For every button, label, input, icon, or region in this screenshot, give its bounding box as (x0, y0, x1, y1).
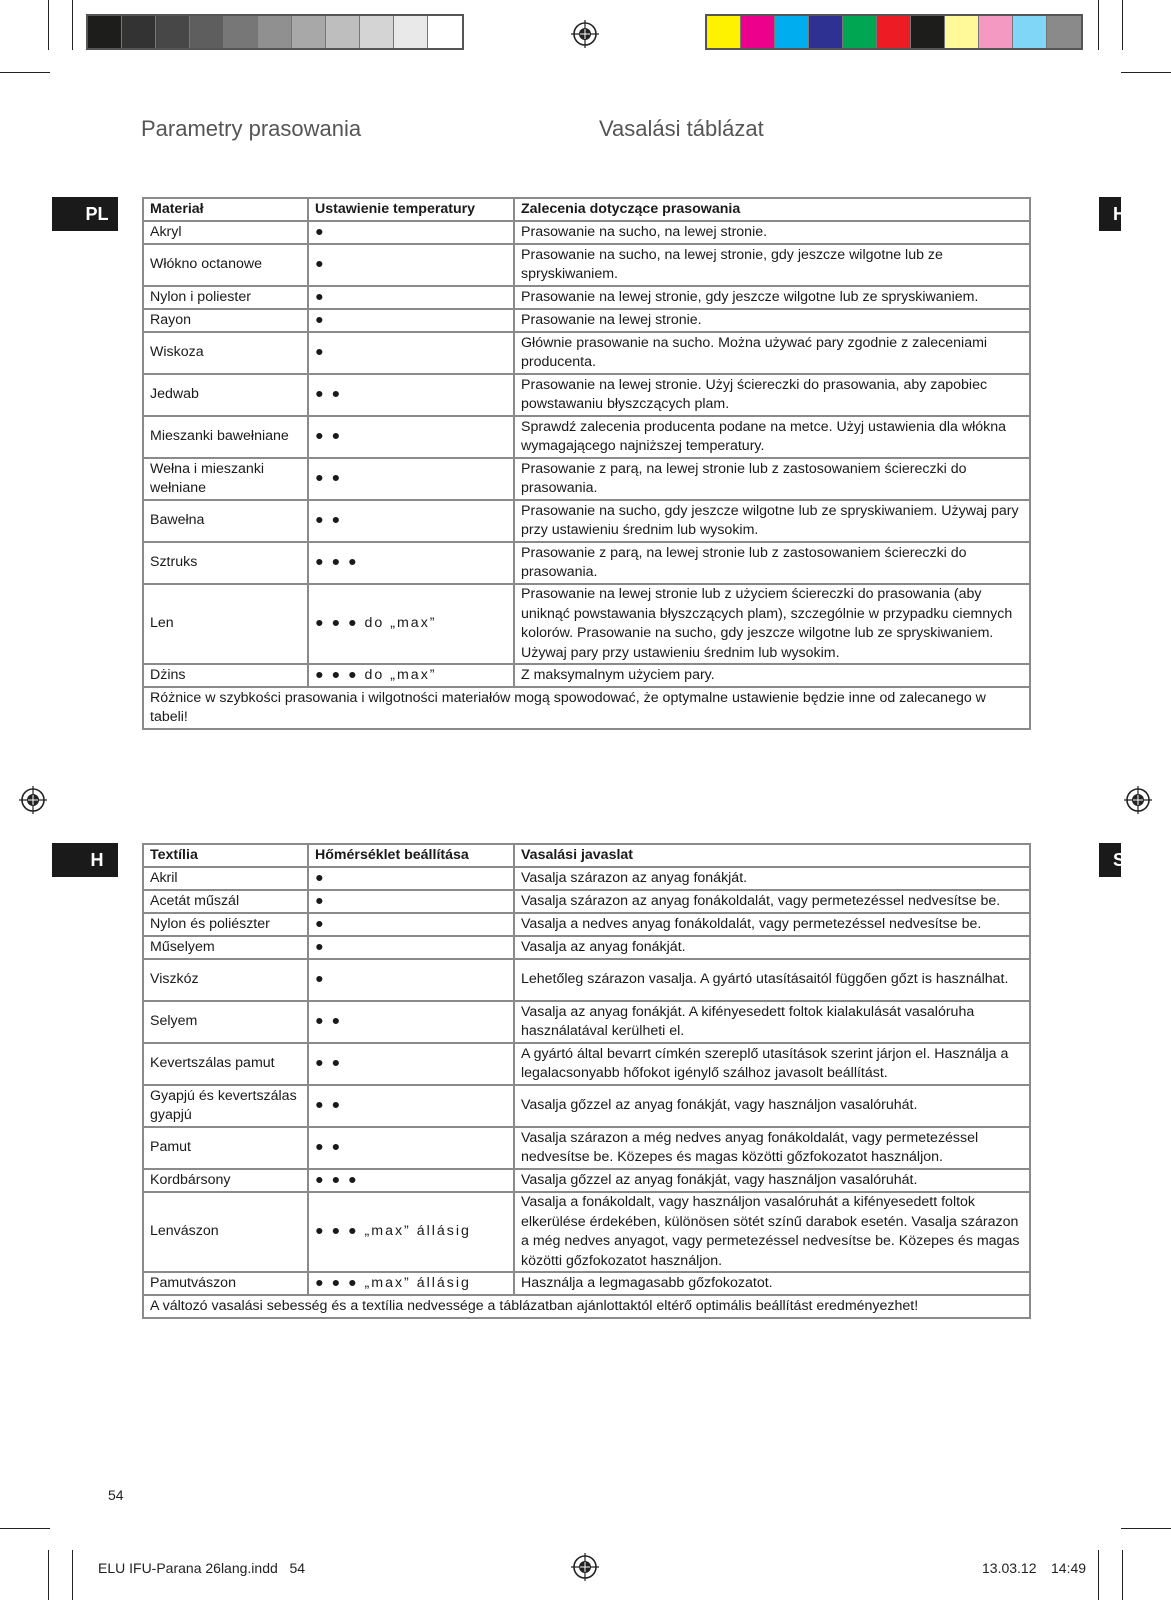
table-note: Różnice w szybkości prasowania i wilgotności materiałów mogą spowodować, że optymalne ustawienie będzie inne od zalecanego w tabeli! (143, 687, 1030, 729)
footer-date: 13.03.12 (982, 1560, 1037, 1576)
table-row (143, 867, 1030, 890)
recommendation-cell: Z maksymalnym użyciem pary. (514, 664, 1030, 687)
calibration-swatch (258, 16, 292, 48)
material-cell: Kordbársony (143, 1169, 308, 1192)
table-row (143, 936, 1030, 959)
table-row (143, 221, 1030, 244)
temperature-cell: ● ● ● „max” állásig (308, 1272, 514, 1295)
crop-mark (0, 1528, 50, 1529)
material-cell: Wełna i mieszanki wełniane (143, 458, 308, 500)
recommendation-cell: Vasalja szárazon a még nedves anyag fonákoldalát, vagy permetezéssel nedvesítse be. Közepes és magas közötti gőzfokozatot használjon. (514, 1127, 1030, 1169)
temperature-cell: ● (308, 890, 514, 913)
table-row (143, 959, 1030, 1001)
column-header-temperature: Hőmérséklet beállítása (308, 844, 514, 867)
recommendation-cell: Vasalja az anyag fonákját. (514, 936, 1030, 959)
recommendation-cell: Prasowanie z parą, na lewej stronie lub z zastosowaniem ściereczki do prasowania. (514, 458, 1030, 500)
table-row (143, 500, 1030, 542)
calibration-swatch (1047, 16, 1081, 48)
material-cell: Wiskoza (143, 332, 308, 374)
table-header-row (143, 198, 1030, 221)
material-cell: Mieszanki bawełniane (143, 416, 308, 458)
temperature-cell: ● (308, 867, 514, 890)
table-row (143, 458, 1030, 500)
registration-mark-icon (571, 1553, 599, 1581)
recommendation-cell: Prasowanie z parą, na lewej stronie lub z zastosowaniem ściereczki do prasowania. (514, 542, 1030, 584)
crop-mark (72, 1550, 73, 1600)
table-row (143, 584, 1030, 664)
material-cell: Akryl (143, 221, 308, 244)
column-header-recommendation: Zalecenia dotyczące prasowania (514, 198, 1030, 221)
footer-time: 14:49 (1051, 1560, 1087, 1576)
recommendation-cell: Prasowanie na lewej stronie. Użyj ściereczki do prasowania, aby zapobiec powstawaniu błyszczących plam. (514, 374, 1030, 416)
temperature-cell: ● ● (308, 1043, 514, 1085)
crop-mark (1121, 1528, 1171, 1529)
column-header-material: Textília (143, 844, 308, 867)
recommendation-cell: Prasowanie na lewej stronie, gdy jeszcze wilgotne lub ze spryskiwaniem. (514, 286, 1030, 309)
material-cell: Gyapjú és kevertszálas gyapjú (143, 1085, 308, 1127)
temperature-cell: ● (308, 286, 514, 309)
material-cell: Acetát műszál (143, 890, 308, 913)
table-note-row (143, 687, 1030, 729)
calibration-swatch (292, 16, 326, 48)
table-row (143, 374, 1030, 416)
material-cell: Bawełna (143, 500, 308, 542)
material-cell: Rayon (143, 309, 308, 332)
calibration-swatch (360, 16, 394, 48)
registration-mark-icon (1124, 786, 1152, 814)
calibration-swatch (122, 16, 156, 48)
material-cell: Selyem (143, 1001, 308, 1043)
calibration-swatch (979, 16, 1013, 48)
material-cell: Műselyem (143, 936, 308, 959)
table-row (143, 309, 1030, 332)
temperature-cell: ● ● (308, 500, 514, 542)
temperature-cell: ● (308, 936, 514, 959)
calibration-swatch (326, 16, 360, 48)
table-row (143, 542, 1030, 584)
recommendation-cell: Vasalja a nedves anyag fonákoldalát, vagy permetezéssel nedvesítse be. (514, 913, 1030, 936)
material-cell: Kevertszálas pamut (143, 1043, 308, 1085)
calibration-swatch (843, 16, 877, 48)
calibration-swatch (741, 16, 775, 48)
crop-mark (1122, 1550, 1123, 1600)
material-cell: Nylon és poliészter (143, 913, 308, 936)
material-cell: Sztruks (143, 542, 308, 584)
calibration-swatch (1013, 16, 1047, 48)
calibration-swatch (707, 16, 741, 48)
temperature-cell: ● ● ● (308, 542, 514, 584)
calibration-swatch (911, 16, 945, 48)
crop-mark (48, 1550, 49, 1600)
table-row (143, 1169, 1030, 1192)
temperature-cell: ● (308, 221, 514, 244)
crop-mark (1098, 0, 1099, 50)
recommendation-cell: Vasalja a fonákoldalt, vagy használjon vasalóruhát a kifényesedett foltok elkerülése érdekében, különösen sötét színű darabok esetén. Vasalja szárazon a még nedves anyagot, vagy permetezéssel nedvesítse be. Közepes és magas közötti gőzfokozatot használjon. (514, 1192, 1030, 1272)
table-row (143, 332, 1030, 374)
temperature-cell: ● ● ● do „max” (308, 664, 514, 687)
temperature-cell: ● ● (308, 374, 514, 416)
table-row (143, 286, 1030, 309)
temperature-cell: ● ● (308, 416, 514, 458)
crop-mark (1122, 0, 1123, 50)
temperature-cell: ● ● ● „max” állásig (308, 1192, 514, 1272)
grayscale-calibration-bar (86, 14, 464, 50)
table-row (143, 1192, 1030, 1272)
temperature-cell: ● ● (308, 1127, 514, 1169)
calibration-swatch (877, 16, 911, 48)
calibration-swatch (809, 16, 843, 48)
recommendation-cell: Vasalja szárazon az anyag fonákoldalát, vagy permetezéssel nedvesítse be. (514, 890, 1030, 913)
table-row (143, 1043, 1030, 1085)
crop-mark (1121, 72, 1171, 73)
temperature-cell: ● ● ● do „max” (308, 584, 514, 664)
recommendation-cell: Głównie prasowanie na sucho. Można używać pary zgodnie z zaleceniami producenta. (514, 332, 1030, 374)
recommendation-cell: A gyártó által bevarrt címkén szereplő utasítások szerint járjon el. Használja a legalacsonyabb hőfokot igénylő szálhoz javasolt beállítást. (514, 1043, 1030, 1085)
crop-mark (0, 72, 50, 73)
material-cell: Lenvászon (143, 1192, 308, 1272)
temperature-cell: ● ● ● (308, 1169, 514, 1192)
calibration-swatch (156, 16, 190, 48)
calibration-swatch (224, 16, 258, 48)
temperature-cell: ● (308, 959, 514, 1001)
recommendation-cell: Vasalja szárazon az anyag fonákját. (514, 867, 1030, 890)
temperature-cell: ● ● (308, 1001, 514, 1043)
language-tab-next: S (1099, 843, 1121, 877)
table-row (143, 664, 1030, 687)
material-cell: Jedwab (143, 374, 308, 416)
color-calibration-bar (705, 14, 1083, 50)
material-cell: Nylon i poliester (143, 286, 308, 309)
language-tab-hu: H (52, 843, 118, 877)
calibration-swatch (428, 16, 462, 48)
table-row (143, 890, 1030, 913)
material-cell: Akril (143, 867, 308, 890)
table-row (143, 1001, 1030, 1043)
recommendation-cell: Lehetőleg szárazon vasalja. A gyártó utasításaitól függően gőzt is használhat. (514, 959, 1030, 1001)
column-header-material: Materiał (143, 198, 308, 221)
recommendation-cell: Prasowanie na sucho, na lewej stronie. (514, 221, 1030, 244)
calibration-swatch (775, 16, 809, 48)
material-cell: Pamut (143, 1127, 308, 1169)
calibration-swatch (190, 16, 224, 48)
material-cell: Włókno octanowe (143, 244, 308, 286)
recommendation-cell: Vasalja gőzzel az anyag fonákját, vagy használjon vasalóruhát. (514, 1169, 1030, 1192)
language-tab-pl: PL (52, 197, 118, 231)
calibration-swatch (945, 16, 979, 48)
material-cell: Len (143, 584, 308, 664)
table-row (143, 1272, 1030, 1295)
crop-mark (72, 0, 73, 50)
ironing-table-pl (142, 197, 1031, 730)
calibration-swatch (394, 16, 428, 48)
recommendation-cell: Prasowanie na sucho, gdy jeszcze wilgotne lub ze spryskiwaniem. Używaj pary przy ustawieniu średnim lub wysokim. (514, 500, 1030, 542)
registration-mark-icon (571, 20, 599, 48)
temperature-cell: ● (308, 332, 514, 374)
registration-mark-icon (19, 786, 47, 814)
recommendation-cell: Prasowanie na lewej stronie lub z użyciem ściereczki do prasowania (aby uniknąć powstawania błyszczących plam), szczególnie w przypadku ciemnych kolorów. Prasowanie na sucho, gdy jeszcze wilgotne lub ze spryskiwaniem. Używaj pary przy ustawieniu średnim lub wysokim. (514, 584, 1030, 664)
column-header-recommendation: Vasalási javaslat (514, 844, 1030, 867)
recommendation-cell: Vasalja gőzzel az anyag fonákját, vagy használjon vasalóruhát. (514, 1085, 1030, 1127)
table-note-row (143, 1295, 1030, 1318)
crop-mark (1098, 1550, 1099, 1600)
column-header-temperature: Ustawienie temperatury (308, 198, 514, 221)
page-number: 54 (108, 1487, 124, 1503)
table-row (143, 244, 1030, 286)
temperature-cell: ● (308, 244, 514, 286)
recommendation-cell: Sprawdź zalecenia producenta podane na metce. Użyj ustawienia dla włókna wymagającego najniższej temperatury. (514, 416, 1030, 458)
heading-pl: Parametry prasowania (141, 116, 362, 141)
table-row (143, 416, 1030, 458)
material-cell: Pamutvászon (143, 1272, 308, 1295)
ironing-table-hu (142, 843, 1031, 1319)
temperature-cell: ● (308, 309, 514, 332)
material-cell: Viszkóz (143, 959, 308, 1001)
heading-hu: Vasalási táblázat (599, 116, 764, 141)
footer-file-name: ELU IFU-Parana 26lang.indd 54 (98, 1560, 306, 1576)
recommendation-cell: Prasowanie na lewej stronie. (514, 309, 1030, 332)
temperature-cell: ● ● (308, 1085, 514, 1127)
table-note: A változó vasalási sebesség és a textília nedvessége a táblázatban ajánlottaktól eltérő optimális beállítást eredményezhet! (143, 1295, 1030, 1318)
temperature-cell: ● ● (308, 458, 514, 500)
language-tab-next: H (1099, 197, 1121, 231)
crop-mark (48, 0, 49, 50)
temperature-cell: ● (308, 913, 514, 936)
table-row (143, 913, 1030, 936)
calibration-swatch (88, 16, 122, 48)
material-cell: Dżins (143, 664, 308, 687)
recommendation-cell: Vasalja az anyag fonákját. A kifényesedett foltok kialakulását vasalóruha használatával kerülheti el. (514, 1001, 1030, 1043)
recommendation-cell: Használja a legmagasabb gőzfokozatot. (514, 1272, 1030, 1295)
table-row (143, 1085, 1030, 1127)
recommendation-cell: Prasowanie na sucho, na lewej stronie, gdy jeszcze wilgotne lub ze spryskiwaniem. (514, 244, 1030, 286)
table-header-row (143, 844, 1030, 867)
table-row (143, 1127, 1030, 1169)
